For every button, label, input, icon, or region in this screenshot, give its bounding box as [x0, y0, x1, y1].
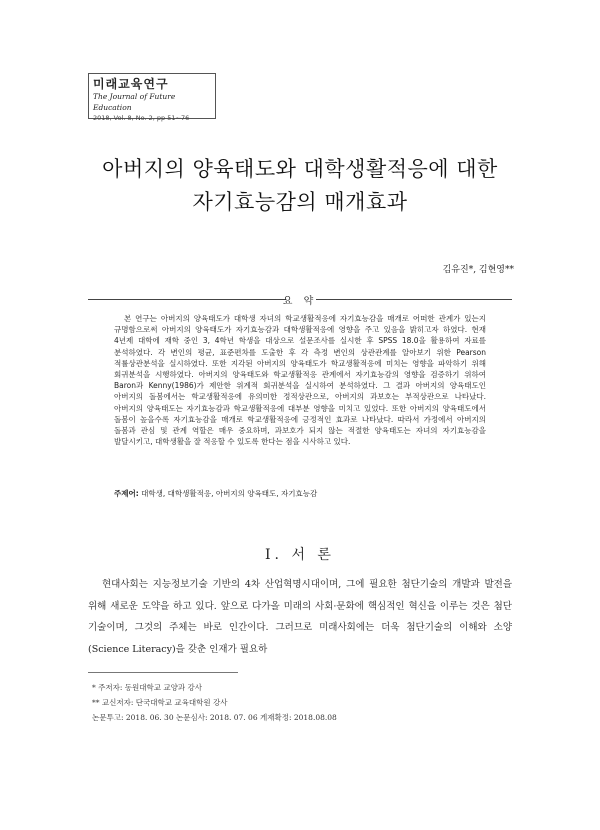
footnote-first-author: * 주저자: 동원대학교 교양과 강사 — [92, 683, 202, 692]
journal-volume: 2018, Vol. 8, No. 2, pp 51~76 — [93, 114, 190, 122]
journal-name-korean: 미래교육연구 — [93, 77, 169, 91]
abstract-heading: 요 약 — [282, 296, 318, 307]
author-names: 김유진*, 김현영** — [442, 265, 514, 275]
keywords-label: 주제어: — [114, 489, 139, 498]
footnote-corresponding-author: ** 교신저자: 단국대학교 교육대학원 강사 — [92, 698, 228, 707]
section-heading-introduction: Ⅰ. 서 론 — [265, 547, 335, 563]
journal-name-english: The Journal of Future Education — [93, 92, 176, 112]
paper-title-line2: 자기효능감의 매개효과 — [192, 190, 408, 214]
paper-title-line1: 아버지의 양육태도와 대학생활적응에 대한 — [102, 157, 498, 181]
journal-info-box — [88, 73, 216, 122]
keywords — [114, 488, 317, 499]
footnote-rule — [88, 672, 238, 673]
abstract-text: 본 연구는 아버지의 양육태도가 대학생 자녀의 학교생활적응에 자기효능감을 매개로 어떠한 관계가 있는지 규명함으로써 아버지의 양육태도가 자기효능감과 대학생활적응에 영향을 주고 있음을 밝히고자 하였다. 현재 4년제 대학에 재학 중인 3, 4학년 학생을 대상으로 설문조사를 실시한 후 SPSS 18.0을 활용하여 자료를 분석하였다. 각 변인의 평균, 표준편차를 도출한 후 각 측정 변인의 상관관계를 알아보기 위한 Pearson 적률상관분석을 실시하였다. 또한 지각된 아버지의 양육태도가 학교생활적응에 미치는 영향을 파악하기 위해 회귀분석을 시행하였다. 아버지의 양육태도와 학교생활적응 관계에서 자기효능감의 영향을 검증하기 위하여 Baron과 Kenny(1986)가 제안한 위계적 회귀분석을 실시하여 분석하였다. 그 결과 아버지의 양육태도인 아버지의 돌봄에서는 학교생활적응에 유의미한 정적상관으로, 아버지의 과보호는 부적상관으로 나타났다. 아버지의 양육태도는 자기효능감과 학교생활적응에 대부분 영향을 미치고 있었다. 또한 아버지의 양육태도에서 돌봄이 높을수록 자기효능감을 매개로 학교생활적응에 긍정적인 효과로 나타났다. 따라서 가정에서 아버지의 돌봄과 관심 및 관계 역할은 매우 중요하며, 과보호가 되지 않는 적절한 양육태도는 자녀의 자기효능감을 발달시키고, 대학생활을 잘 적응할 수 있도록 한다는 점을 시사하고 있다. — [114, 314, 486, 447]
keywords-list: 대학생, 대학생활적응, 아버지의 양육태도, 자기효능감 — [141, 489, 318, 498]
footnote-dates: 논문투고: 2018. 06. 30 논문심사: 2018. 07. 06 게재확정: 2018.08.08 — [92, 713, 337, 722]
introduction-paragraph: 현대사회는 지능정보기술 기반의 4차 산업혁명시대이며, 그에 필요한 첨단기술의 개발과 발전을 위해 새로운 도약을 하고 있다. 앞으로 다가올 미래의 사회·문화에 핵심적인 혁신을 이루는 것은 첨단 기술이며, 그것의 주체는 바로 인간이다. 그러므로 미래사회에는 더욱 첨단기술의 이해와 소양(Science Literacy)을 갖춘 인재가 필요하 — [88, 579, 512, 655]
